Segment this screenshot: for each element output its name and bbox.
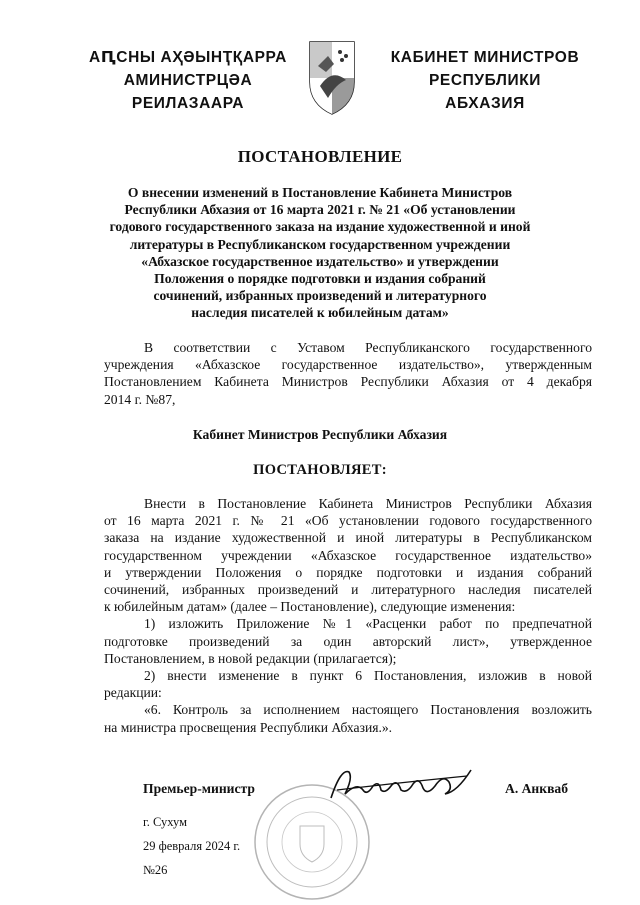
document-number: №26 <box>143 863 168 877</box>
item-2-line: редакции: <box>104 685 162 701</box>
cabinet-heading: Кабинет Министров Республики Абхазия <box>192 427 448 442</box>
item-6-line: на министра просвещения Республики Абхазия.». <box>104 719 393 735</box>
preamble-line: Постановлением Кабинета Министров Республики Абхазия от 4 декабря <box>104 374 592 390</box>
letterhead-abkhaz-line2: АМИНИСТРЦӘА РЕИЛАЗААРА <box>123 72 253 112</box>
body-line: от 16 марта 2021 г. № 21 «Об установлении годового государственного <box>104 513 592 529</box>
signer-name: А. Анкваб <box>505 781 569 796</box>
body-line: государственном учреждении «Абхазское государственное издательство» <box>104 547 592 563</box>
handwritten-signature-icon <box>327 764 477 806</box>
coat-of-arms-icon <box>306 38 358 116</box>
subject-line: наследия писателей к юбилейным датам» <box>191 305 449 321</box>
body-paragraph <box>104 495 592 736</box>
item-1-line: Постановлением, в новой редакции (прилагается); <box>104 650 397 666</box>
item-1-line: 1) изложить Приложение №1 «Расценки работ по предпечатной <box>144 616 592 632</box>
preamble-line: В соответствии с Уставом Республиканского государственного <box>144 340 592 355</box>
letterhead-russian-line2: РЕСПУБЛИКИ АБХАЗИЯ <box>428 72 542 112</box>
item-2-line: 2) внести изменение в пункт 6 Постановления, изложив в новой <box>144 668 592 684</box>
signature-block <box>0 778 640 898</box>
issue-date: 29 февраля 2024 г. <box>143 839 241 853</box>
subject-line: Республики Абхазия от 16 марта 2021 г. № 21 «Об установлении <box>124 202 516 218</box>
letterhead-abkhaz-line1: АԤСНЫ АҲӘЫНҬҚАРРА <box>89 49 287 66</box>
body-line: заказа на издание художественной и иной литературы в Республиканском <box>104 530 592 546</box>
subject-line: Положения о порядке подготовки и издания собраний <box>154 271 486 287</box>
preamble-line: учреждения «Абхазское государственное издательство», утвержденным <box>104 357 592 373</box>
item-1-line: подготовке произведений за один авторский лист», утвержденное <box>104 633 592 649</box>
document-title: ПОСТАНОВЛЕНИЕ <box>237 147 403 166</box>
signer-position: Премьер-министр <box>143 781 255 796</box>
issue-city: г. Сухум <box>143 815 188 829</box>
decree-heading: ПОСТАНОВЛЯЕТ: <box>253 462 387 478</box>
letterhead <box>0 38 640 123</box>
preamble-line: 2014 г. №87, <box>104 391 176 407</box>
body-line: Внести в Постановление Кабинета Министров Республики Абхазия <box>144 496 592 511</box>
subject-line: О внесении изменений в Постановление Кабинета Министров <box>127 185 513 200</box>
letterhead-russian-line1: КАБИНЕТ МИНИСТРОВ <box>390 49 580 66</box>
preamble-paragraph <box>104 339 592 408</box>
letterhead-russian <box>389 46 581 115</box>
letterhead-abkhaz <box>78 46 298 115</box>
subject-line: сочинений, избранных произведений и литературного <box>153 288 487 304</box>
document-subject <box>100 184 540 322</box>
subject-line: литературы в Республиканском государственном учреждении <box>129 236 511 252</box>
body-line: и утверждении Положения о порядке подготовки и издания собраний <box>104 564 592 580</box>
body-line: к юбилейным датам» (далее – Постановление), следующие изменения: <box>104 599 516 615</box>
body-line: сочинений, избранных произведений и литературного наследия писателей <box>104 582 592 598</box>
subject-line: годового государственного заказа на издание художественной и иной <box>109 219 531 235</box>
subject-line: «Абхазское государственное издательство» и утверждении <box>141 253 499 269</box>
item-6-line: «6. Контроль за исполнением настоящего Постановления возложить <box>144 702 592 718</box>
